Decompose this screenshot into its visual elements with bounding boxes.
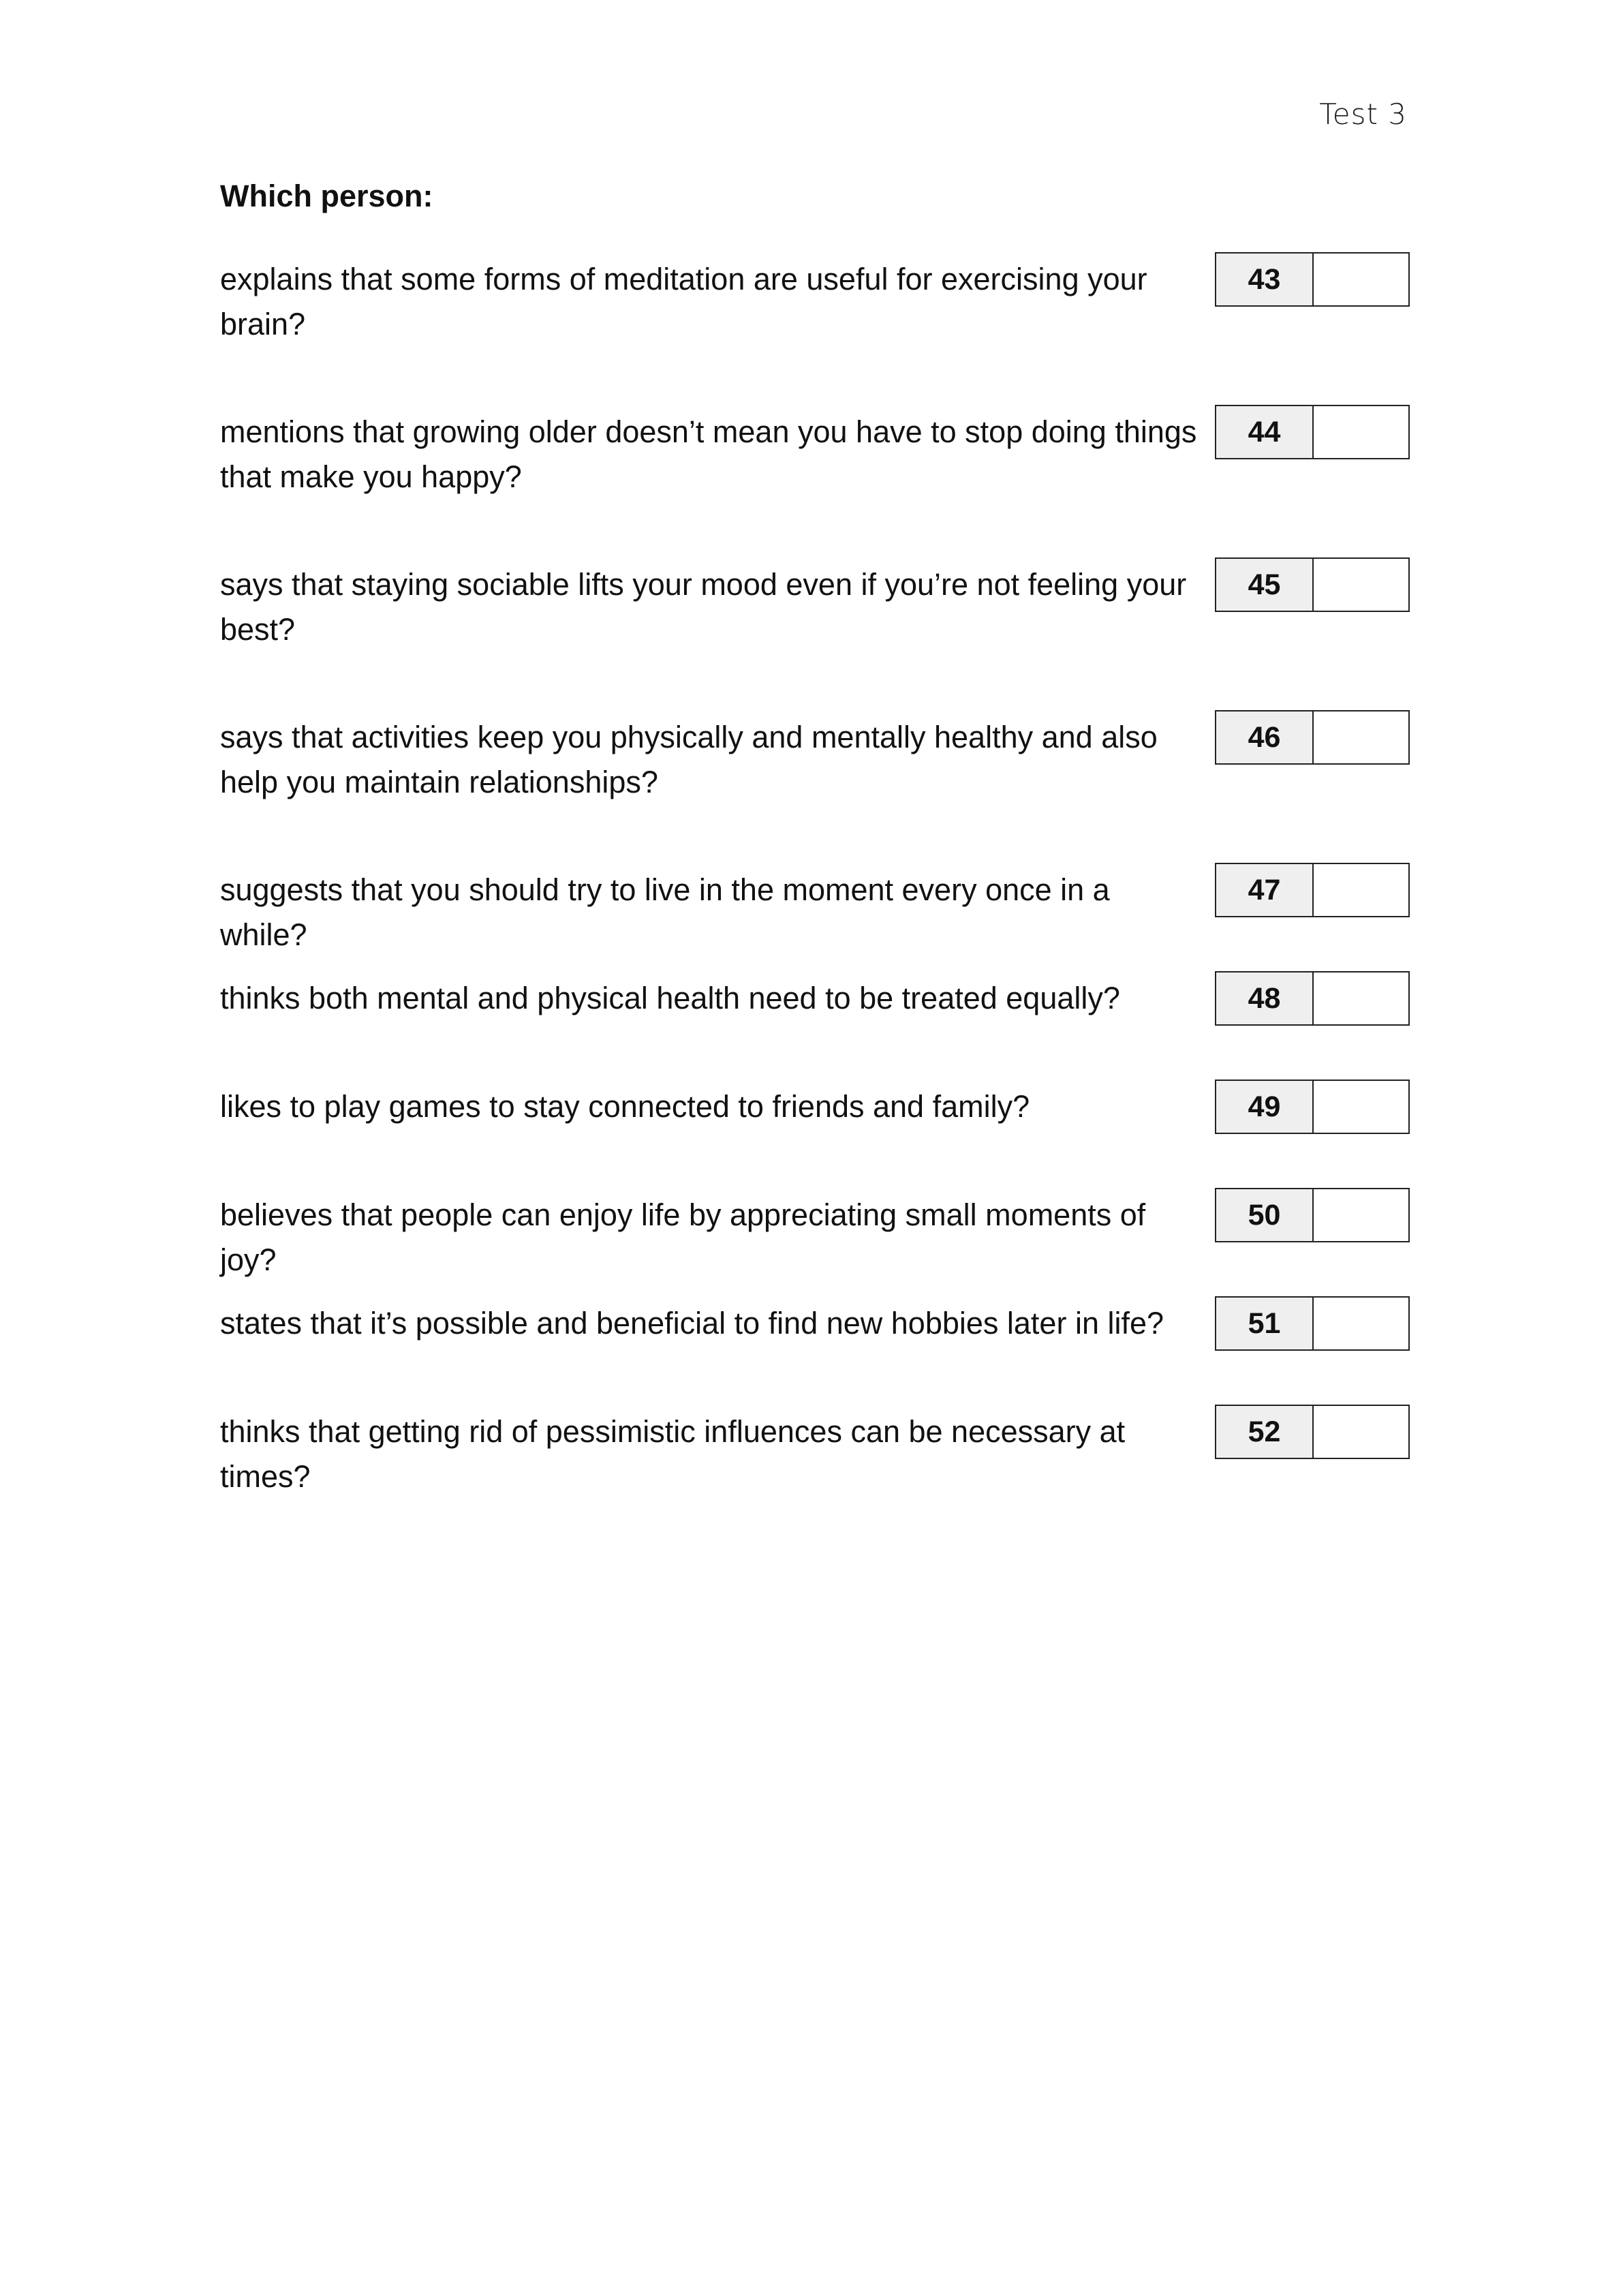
answer-box xyxy=(1215,1188,1410,1242)
answer-field[interactable] xyxy=(1314,406,1408,458)
question-number: 43 xyxy=(1216,254,1314,305)
answer-box xyxy=(1215,405,1410,459)
question-text: says that activities keep you physically and mentally healthy and also help you maintain relationships? xyxy=(220,720,1158,799)
question-number: 47 xyxy=(1216,864,1314,916)
question-number: 44 xyxy=(1216,406,1314,458)
answer-field[interactable] xyxy=(1314,559,1408,611)
answer-box xyxy=(1215,971,1410,1026)
question-text: thinks that getting rid of pessimistic influences can be necessary at times? xyxy=(220,1414,1126,1494)
answer-field[interactable] xyxy=(1314,1406,1408,1458)
answer-field[interactable] xyxy=(1314,1189,1408,1241)
question-number: 46 xyxy=(1216,711,1314,763)
question-number: 51 xyxy=(1216,1298,1314,1349)
answer-box xyxy=(1215,252,1410,307)
answer-box xyxy=(1215,1405,1410,1459)
question-text: likes to play games to stay connected to friends and family? xyxy=(220,1089,1030,1124)
question-text: thinks both mental and physical health need to be treated equally? xyxy=(220,981,1120,1015)
question-number: 48 xyxy=(1216,973,1314,1024)
page-label: Test 3 xyxy=(1319,97,1407,131)
question-text: says that staying sociable lifts your mood even if you’re not feeling your best? xyxy=(220,567,1187,647)
question-number: 52 xyxy=(1216,1406,1314,1458)
answer-box xyxy=(1215,557,1410,612)
answer-box xyxy=(1215,863,1410,917)
answer-field[interactable] xyxy=(1314,1081,1408,1133)
question-number: 50 xyxy=(1216,1189,1314,1241)
question-text: believes that people can enjoy life by appreciating small moments of joy? xyxy=(220,1197,1146,1277)
answer-field[interactable] xyxy=(1314,711,1408,763)
answer-field[interactable] xyxy=(1314,864,1408,916)
answer-field[interactable] xyxy=(1314,1298,1408,1349)
answer-field[interactable] xyxy=(1314,254,1408,305)
question-text: mentions that growing older doesn’t mean you have to stop doing things that make you happy? xyxy=(220,414,1197,494)
question-text: states that it’s possible and beneficial to find new hobbies later in life? xyxy=(220,1306,1164,1341)
question-text: explains that some forms of meditation are useful for exercising your brain? xyxy=(220,262,1147,341)
answer-box xyxy=(1215,1080,1410,1134)
answer-field[interactable] xyxy=(1314,973,1408,1024)
section-heading: Which person: xyxy=(220,179,433,213)
question-number: 49 xyxy=(1216,1081,1314,1133)
answer-box xyxy=(1215,1296,1410,1351)
question-number: 45 xyxy=(1216,559,1314,611)
question-text: suggests that you should try to live in the moment every once in a while? xyxy=(220,872,1110,952)
answer-box xyxy=(1215,710,1410,765)
